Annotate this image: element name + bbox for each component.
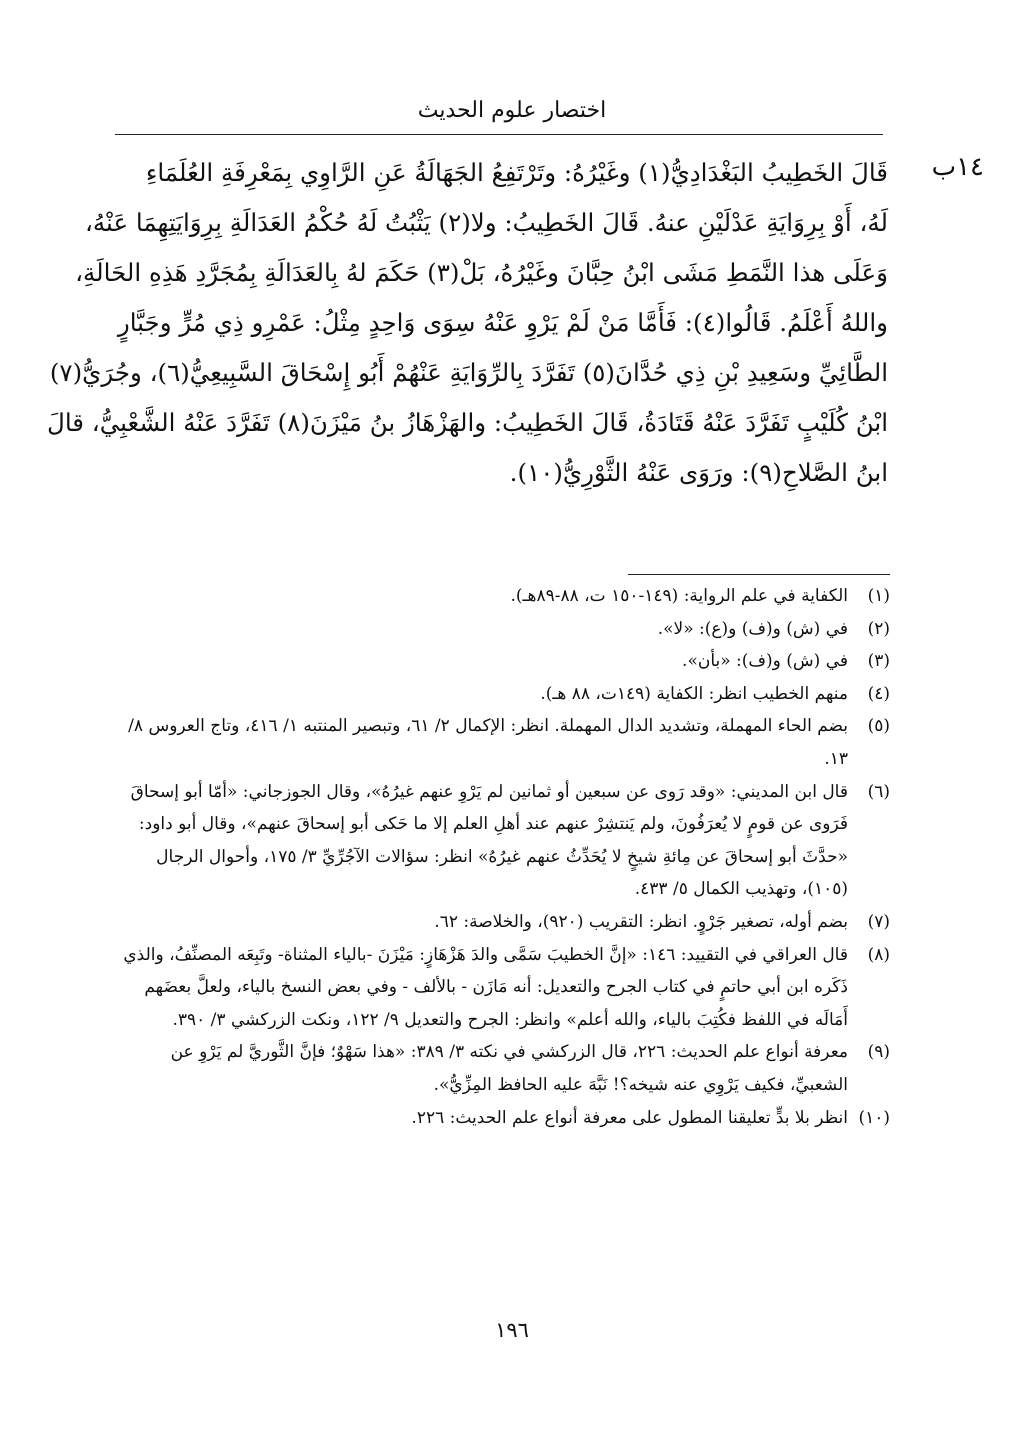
footnote-text: قال ابن المديني: «وقد رَوى عن سبعين أو ثمانين لم يَرْوِ عنهم غيرُهُ»، وقال الجوزجاني: «أمّا أبو إسحاقَ فَرَوى عن قومٍ لا يُعرَفُونَ، ولم يَنتشِرْ عنهم عند أهلِ العلم إلا ما حَكى أبو إسحاقَ عنهم»، وقال أبو داود: «حدَّثَ أبو إسحاقَ عن مِائةِ شيخٍ لا يُحَدِّثُ عنهم غيرُهُ» انظر: سؤالات الآجُرِّيِّ ٣/ ١٧٥، وأحوال الرجال (١٠٥)، وتهذيب الكمال ٥/ ٤٣٣.: [130, 781, 848, 900]
footnote: [120, 939, 890, 1037]
body-line: ابْنُ كُلَيْبٍ تَفَرَّدَ عَنْهُ قَتَادَةُ، قَالَ الخَطِيبُ: والهَزْهَازُ بنُ مَيْزَنَ(٨) تَفَرَّدَ عَنْهُ الشَّعْبِيُّ، قالَ: [47, 408, 888, 437]
manuscript-folio-marker: ١٤ب: [931, 152, 984, 182]
body-line: الطَّائِيِّ وسَعِيدِ بْنِ ذِي حُدَّانَ(٥) تَفَرَّدَ بِالرِّوَايَةِ عَنْهُمْ أَبُو إِسْحَاقَ السَّبِيعِيُّ(٦)، وجُرَيُّ(٧): [49, 358, 888, 387]
body-line: ابنُ الصَّلاحِ(٩): ورَوَى عَنْهُ الثَّوْرِيُّ(١٠).: [509, 458, 888, 487]
main-text: [47, 148, 888, 498]
footnote: [120, 906, 890, 939]
footnote: [120, 613, 890, 646]
footnote: [120, 1102, 890, 1135]
footnote-separator: [628, 574, 890, 575]
footnote-number: (٥): [867, 716, 890, 737]
body-line: واللهُ أَعْلَمُ. قَالُوا(٤): فَأَمَّا مَنْ لَمْ يَرْوِ عَنْهُ سِوَى وَاحِدٍ مِثْلُ: عَمْرِو ذِي مُرٍّ وجَبَّارٍ: [117, 308, 888, 337]
body-line: لَهُ، أَوْ بِرِوَايَةِ عَدْلَيْنِ عنهُ. قَالَ الخَطِيبُ: ولا(٢) يَثْبُتُ لَهُ حُكْمُ العَدَالَةِ بِرِوَايَتِهِمَا عَنْهُ،: [85, 208, 888, 237]
footnote-text: في (ش) و(ف) و(ع): «لا».: [657, 618, 848, 639]
footnote-number: (٢): [867, 618, 890, 639]
body-line: وَعَلَى هذا النَّمَطِ مَشَى ابْنُ حِبَّانَ وغَيْرُهُ، بَلْ(٣) حَكَمَ لهُ بِالعَدَالَةِ بِمُجَرَّدِ هَذِهِ الحَالَةِ،: [75, 258, 888, 287]
footnote: [120, 580, 890, 613]
footnote-text: معرفة أنواع علم الحديث: ٢٢٦، قال الزركشي في نكته ٣/ ٣٨٩: «هذا سَهْوٌ؛ فإنَّ الثَّوريَّ لم يَرْوِ عن الشعبيِّ، فكيف يَرْوِي عنه شيخه؟! نَبَّهَ عليه الحافظ المِزِّيُّ».: [170, 1042, 848, 1095]
footnote: [120, 678, 890, 711]
footnote-number: (١): [867, 586, 890, 606]
footnote: [120, 645, 890, 678]
footnote-number: (٤): [867, 683, 890, 704]
running-head-title: اختصار علوم الحديث: [417, 98, 607, 123]
footnote-text: منهم الخطيب انظر: الكفاية (١٤٩ت، ٨٨ هـ).: [540, 683, 848, 704]
footnote-text: بضم الحاء المهملة، وتشديد الدال المهملة. انظر: الإكمال ٢/ ٦١، وتبصير المنتبه ١/ ٤١٦، وتاج العروس ٨/ ١٣.: [128, 716, 848, 769]
footnote-text: بضم أوله، تصغير جَرْوٍ. انظر: التقريب (٩٢٠)، والخلاصة: ٦٢.: [434, 911, 848, 932]
footnote-number: (٦): [867, 781, 890, 802]
footnote-number: (٧): [867, 911, 890, 932]
footnotes: [120, 580, 890, 1134]
footnote-text: قال العراقي في التقييد: ١٤٦: «إنَّ الخطيبَ سَمَّى والدَ هَزْهَازٍ: مَيْزَنَ -بالياء المثناة- وتَبِعَه المصنِّفُ، والذي ذَكَره ابن أبي حاتمٍ في كتاب الجرح والتعديل: أنه مَازَن - بالألف - وفي بعض النسخ بالياء، ولعلَّ بعضَهم أَمَالَه في اللفظ فكُتِبَ بالياء، والله أعلم» وانظر: الجرح والتعديل ٩/ ١٢٢، ونكت الزركشي ٣/ ٣٩٠.: [123, 944, 848, 1030]
footnote-text: في (ش) و(ف): «بأن».: [682, 651, 848, 672]
footnote-number: (١٠): [858, 1107, 890, 1128]
footnote-text: انظر بلا بدٍّ تعليقنا المطول على معرفة أنواع علم الحديث: ٢٢٦.: [411, 1107, 848, 1128]
footnote-number: (٨): [867, 944, 890, 965]
footnote-number: (٣): [867, 651, 890, 672]
body-line: قَالَ الخَطِيبُ البَغْدَادِيُّ(١) وغَيْرُهُ: وتَرْتَفِعُ الجَهَالَةُ عَنِ الرَّاوِي بِمَعْرِفَةِ العُلَمَاءِ: [145, 158, 888, 187]
header-rule: [115, 134, 883, 135]
footnote: [120, 776, 890, 906]
page-number: ١٩٦: [495, 1318, 529, 1342]
footnote: [120, 710, 890, 775]
footnote: [120, 1036, 890, 1101]
footnote-text: الكفاية في علم الرواية: (١٤٩-١٥٠ ت، ٨٨-٨٩هـ).: [510, 586, 848, 606]
footnote-number: (٩): [867, 1042, 890, 1063]
